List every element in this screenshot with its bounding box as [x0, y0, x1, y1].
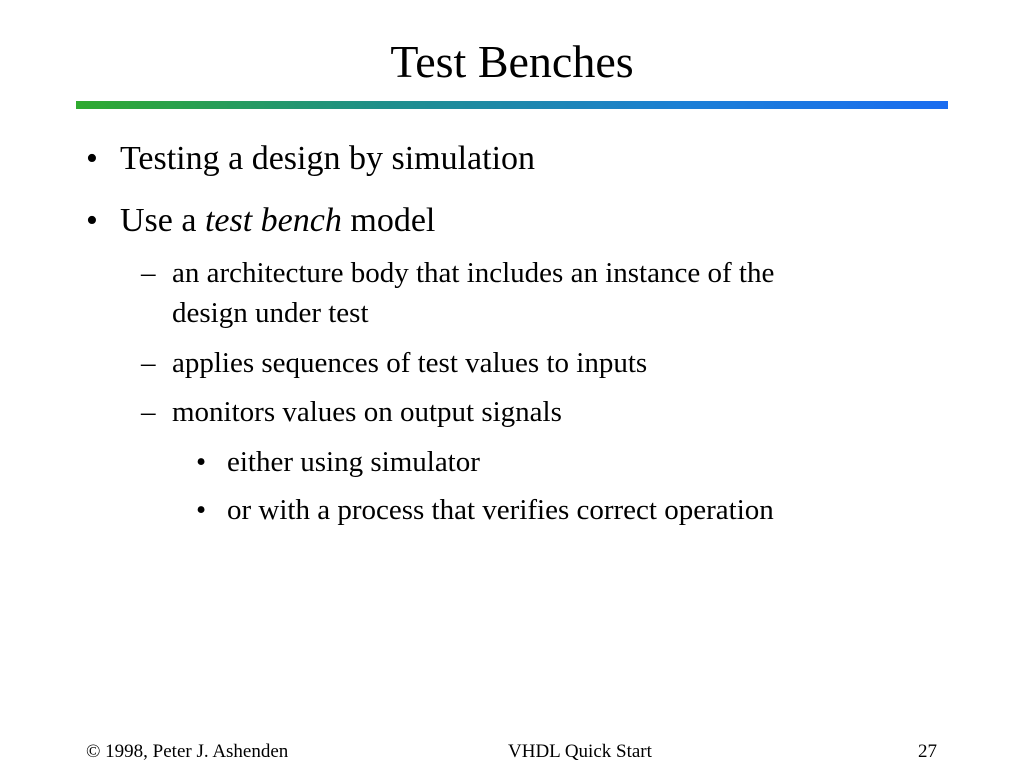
- dash-marker: –: [141, 257, 156, 289]
- footer-page-number: 27: [918, 741, 937, 762]
- bullet-text-emphasis: test bench: [204, 202, 342, 239]
- bullet-text-part: model: [341, 202, 436, 239]
- sub-sub-bullet-text: either using simulator: [227, 446, 480, 478]
- bullet-text: Testing a design by simulation: [120, 140, 536, 177]
- sub-bullet-item: [141, 396, 921, 436]
- sub-bullet-text: monitors values on output signals: [172, 396, 562, 428]
- sub-bullet-text: applies sequences of test values to inputs: [172, 347, 648, 379]
- footer-course-title: VHDL Quick Start: [508, 741, 652, 762]
- sub-bullet-text-line-2: design under test: [172, 297, 369, 329]
- bullet-text-part: Use a: [120, 202, 205, 239]
- sub-bullet-item: [141, 257, 921, 337]
- title-divider: [76, 101, 948, 109]
- slide-title: Test Benches: [390, 36, 634, 87]
- sub-sub-bullet-text: or with a process that verifies correct operation: [227, 494, 774, 526]
- bullet-marker: •: [86, 140, 98, 177]
- dash-marker: –: [141, 396, 156, 428]
- sub-bullet-text-line-1: an architecture body that includes an instance of the: [172, 257, 775, 289]
- bullet-marker: •: [86, 202, 98, 239]
- footer-copyright: © 1998, Peter J. Ashenden: [86, 741, 289, 762]
- sub-sub-bullet-item: [196, 446, 916, 486]
- bullet-marker: •: [196, 446, 207, 478]
- sub-sub-bullet-item: [196, 494, 916, 534]
- bullet-item: [86, 140, 686, 182]
- bullet-item: [86, 202, 686, 244]
- bullet-text: [120, 202, 435, 240]
- dash-marker: –: [141, 347, 156, 379]
- sub-bullet-item: [141, 347, 921, 387]
- bullet-marker: •: [196, 494, 207, 526]
